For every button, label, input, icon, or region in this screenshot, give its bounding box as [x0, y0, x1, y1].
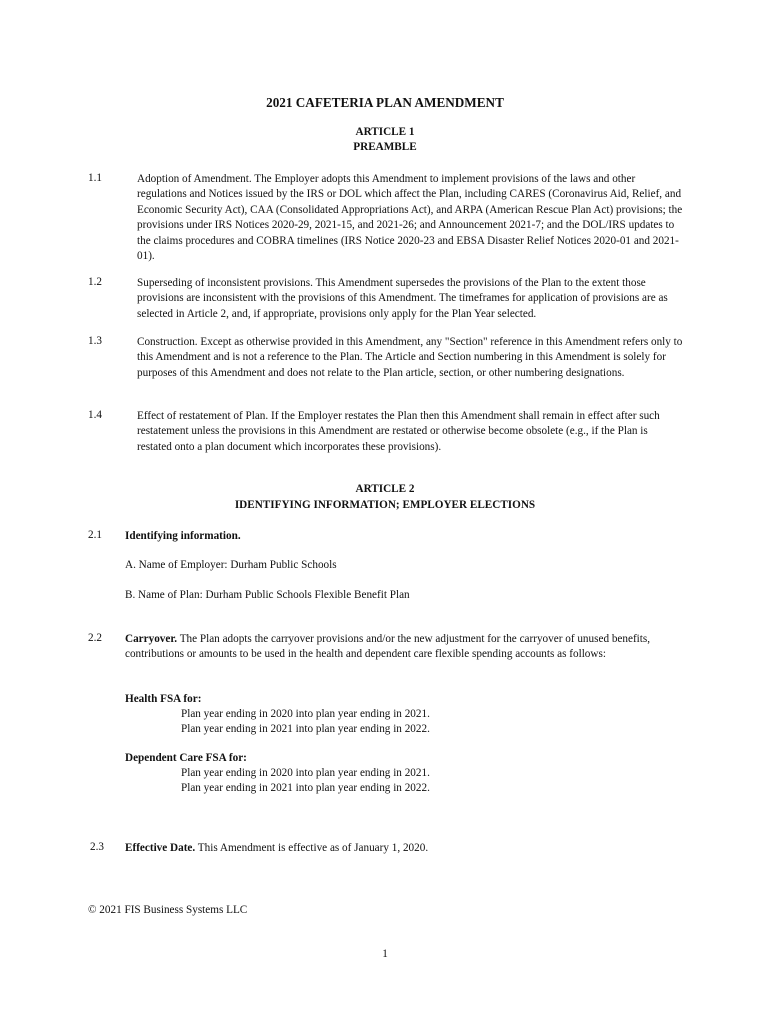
section-number: 1.2: [88, 276, 102, 288]
section-number: 2.1: [88, 529, 102, 541]
section-number: 2.3: [90, 841, 104, 853]
dependent-care-line: Plan year ending in 2020 into plan year ending in 2021.: [181, 767, 430, 779]
page-number: 1: [382, 948, 388, 960]
health-fsa-line: Plan year ending in 2020 into plan year ending in 2021.: [181, 708, 430, 720]
health-fsa-line: Plan year ending in 2021 into plan year ending in 2022.: [181, 723, 430, 735]
health-fsa-label: Health FSA for:: [125, 693, 202, 705]
section-title: Carryover.: [125, 633, 178, 645]
section-number: 1.4: [88, 409, 102, 421]
article2-subheading: IDENTIFYING INFORMATION; EMPLOYER ELECTIONS: [234, 499, 536, 511]
carryover-paragraph: [125, 632, 665, 663]
section-text: Adoption of Amendment. The Employer adopts this Amendment to implement provisions of the laws and other regulations and Notices issued by the IRS or DOL which affect the Plan, including CARES (Coronavirus Aid, Relief, and Economic Security Act), CAA (Consolidated Appropriations Act), and ARPA (American Rescue Plan Act) provisions; the provisions under IRS Notices 2020-29, 2021-15, and 2021-26; and Announcement 2021-7; and the DOL/IRS updates to the claims procedures and COBRA timelines (IRS Notice 2020-23 and EBSA Disaster Relief Notices 2020-01 and 2021-01).: [137, 173, 683, 263]
section-text: This Amendment is effective as of January 1, 2020.: [195, 842, 429, 854]
section-text: The Plan adopts the carryover provisions and/or the new adjustment for the carryover of unused benefits, contributions or amounts to be used in the health and dependent care flexible spending accounts as follows:: [125, 633, 651, 661]
document-title: 2021 CAFETERIA PLAN AMENDMENT: [266, 95, 504, 110]
dependent-care-line: Plan year ending in 2021 into plan year ending in 2022.: [181, 782, 430, 794]
section-title: Identifying information.: [125, 530, 241, 542]
plan-name: B. Name of Plan: Durham Public Schools Flexible Benefit Plan: [125, 589, 410, 601]
article2-heading: ARTICLE 2: [355, 483, 415, 495]
copyright-footer: © 2021 FIS Business Systems LLC: [88, 904, 248, 916]
dependent-care-label: Dependent Care FSA for:: [125, 752, 247, 764]
section-text: Effect of restatement of Plan. If the Employer restates the Plan then this Amendment shall remain in effect after such restatement unless the provisions in this Amendment are restated or otherwise become obsolete (e.g., if the Plan is restated onto a plan document which incorporates these provisions).: [137, 410, 660, 453]
section-title: Effective Date.: [125, 842, 196, 854]
article1-subheading: PREAMBLE: [353, 141, 417, 153]
section-number: 1.1: [88, 172, 102, 184]
section-number: 2.2: [88, 632, 102, 644]
section-text: Superseding of inconsistent provisions. This Amendment supersedes the provisions of the Plan to the extent those provisions are inconsistent with the provisions of this Amendment. The timeframes for application of provisions are as selected in Article 2, and, if appropriate, provisions only apply for the Plan Year selected.: [137, 277, 668, 320]
effective-date-paragraph: [125, 841, 685, 856]
article1-heading: ARTICLE 1: [355, 126, 415, 138]
employer-name: A. Name of Employer: Durham Public Schools: [125, 559, 337, 571]
section-number: 1.3: [88, 335, 102, 347]
section-text: Construction. Except as otherwise provided in this Amendment, any "Section" reference in this Amendment refers only to this Amendment and is not a reference to the Plan. The Article and Section numbering in this Amendment is solely for purposes of this Amendment and does not relate to the Plan article, section, or other numbering designations.: [137, 336, 683, 379]
